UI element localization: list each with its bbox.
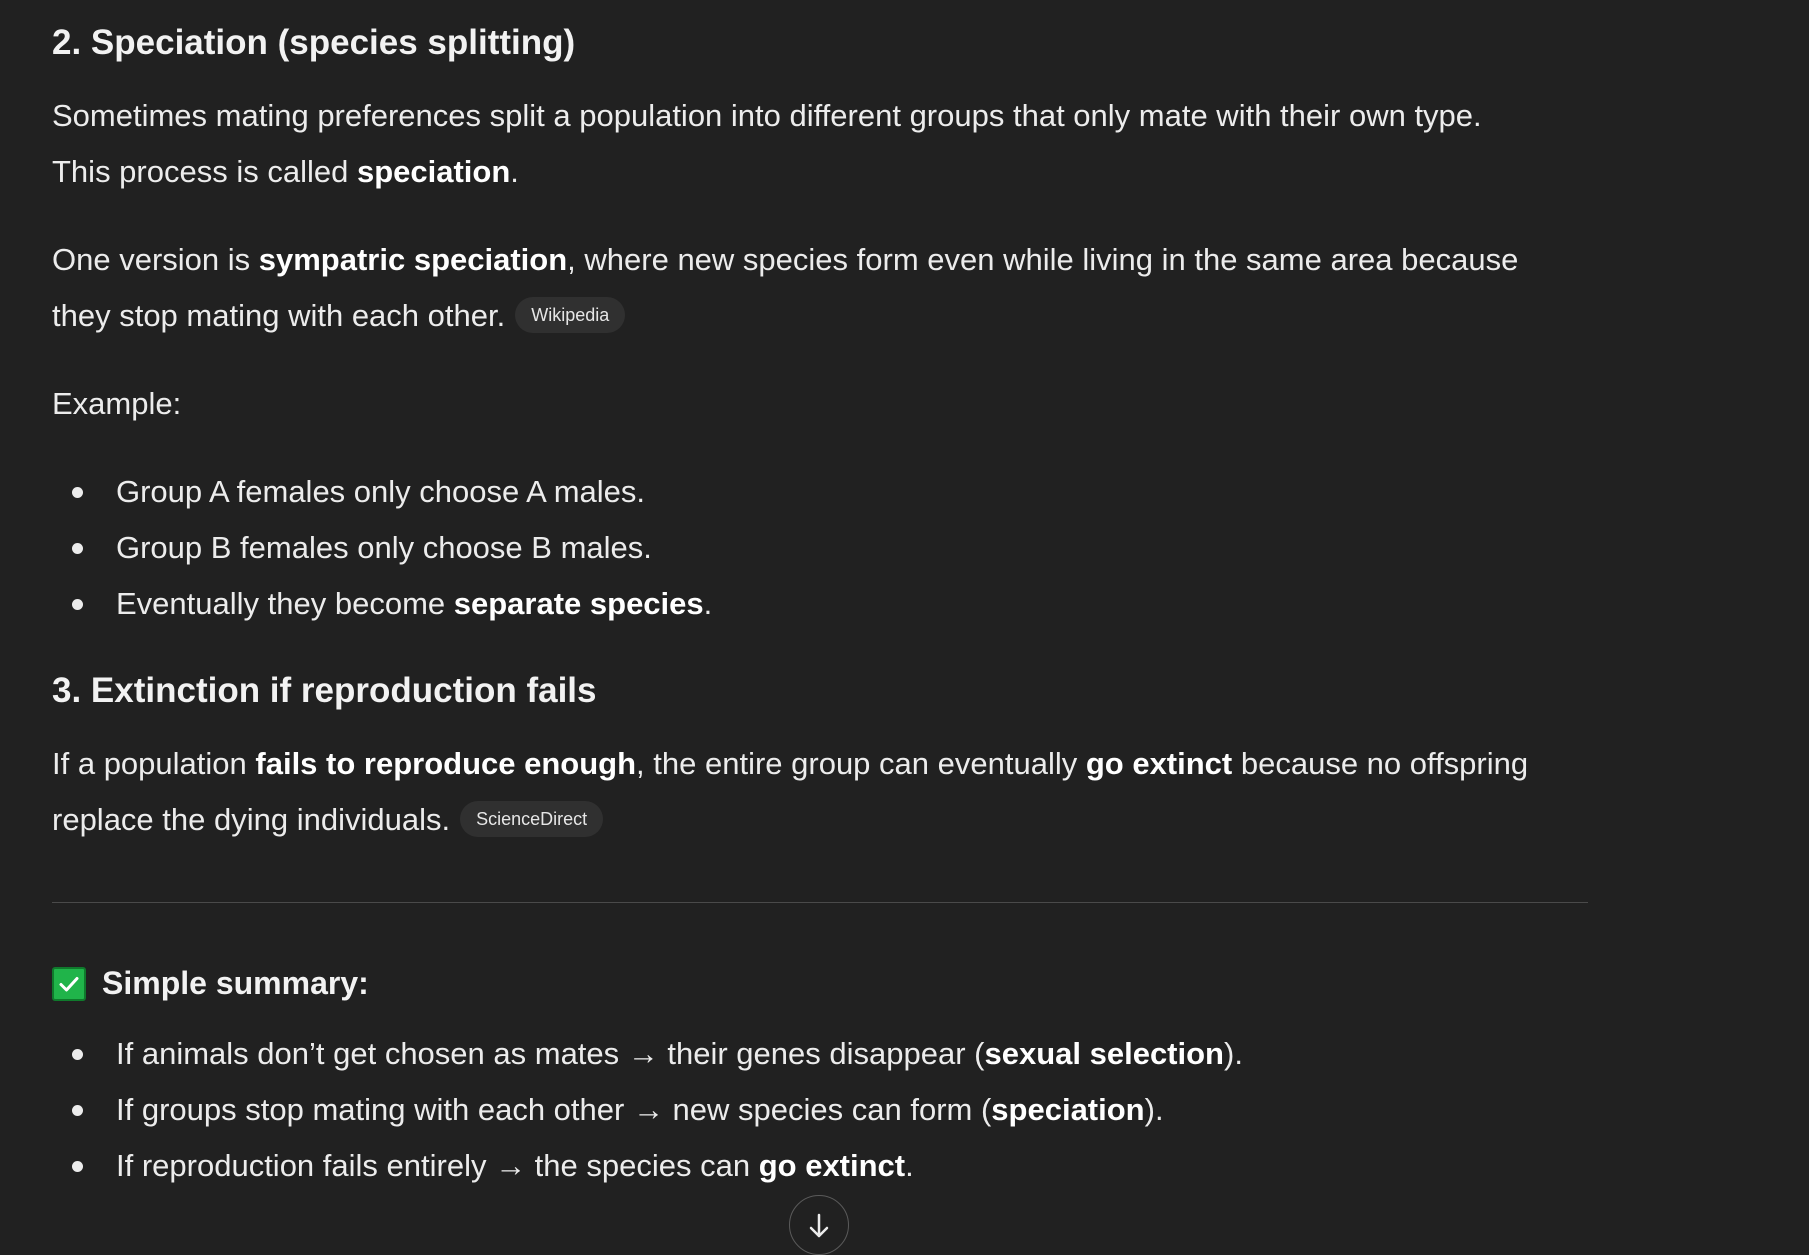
bold-text: sympatric speciation — [258, 242, 568, 277]
bold-text: sexual selection — [984, 1036, 1224, 1071]
text: If animals don’t get chosen as mates → their genes disappear ( — [116, 1036, 985, 1071]
example-label: Example: — [52, 386, 182, 421]
text: Group B females only choose B males. — [116, 530, 652, 565]
bold-text: separate species — [453, 586, 704, 621]
bold-text: go extinct — [758, 1148, 906, 1183]
text: If groups stop mating with each other → new species can form ( — [116, 1092, 992, 1127]
summary-title: Simple summary: — [102, 965, 369, 1001]
text: replace the dying individuals. — [52, 802, 451, 837]
bold-text: go extinct — [1085, 746, 1233, 781]
text: because no offspring — [1232, 746, 1529, 781]
bold-text: fails to reproduce enough — [255, 746, 637, 781]
text: Sometimes mating preferences split a population into different groups that only mate with their own type. — [52, 98, 1482, 133]
list-item — [52, 464, 1592, 520]
list-item — [52, 520, 1592, 576]
bold-text: speciation — [356, 154, 511, 189]
source-citation-pill[interactable]: ScienceDirect — [460, 801, 603, 837]
text: One version is — [52, 242, 259, 277]
text: This process is called — [52, 154, 357, 189]
summary-heading — [52, 965, 369, 1002]
scroll-to-bottom-button[interactable] — [789, 1195, 849, 1255]
bullet-icon — [72, 487, 83, 498]
bold-text: speciation — [991, 1092, 1145, 1127]
example-list — [52, 464, 1592, 632]
summary-list — [52, 1026, 1592, 1194]
list-item — [52, 1026, 1592, 1082]
text: they stop mating with each other. — [52, 298, 506, 333]
list-item — [52, 1082, 1592, 1138]
bullet-icon — [72, 599, 83, 610]
text: ). — [1224, 1036, 1243, 1071]
list-item — [52, 576, 1592, 632]
text: If a population — [52, 746, 256, 781]
paragraph-speciation-intro — [52, 88, 1592, 200]
text: , the entire group can eventually — [636, 746, 1086, 781]
divider — [52, 902, 1588, 903]
source-citation-pill[interactable]: Wikipedia — [515, 297, 625, 333]
section-heading-speciation: 2. Speciation (species splitting) — [52, 23, 576, 62]
paragraph-sympatric — [52, 232, 1592, 344]
section-heading-extinction: 3. Extinction if reproduction fails — [52, 671, 597, 710]
text: , where new species form even while living in the same area because — [567, 242, 1519, 277]
text: Eventually they become — [116, 586, 454, 621]
text: If reproduction fails entirely → the species can — [116, 1148, 759, 1183]
text: . — [703, 586, 713, 621]
list-item — [52, 1138, 1592, 1194]
text: Group A females only choose A males. — [116, 474, 646, 509]
text: ). — [1144, 1092, 1164, 1127]
arrow-down-icon — [805, 1212, 833, 1245]
bullet-icon — [72, 1049, 83, 1060]
text: . — [510, 154, 519, 189]
bullet-icon — [72, 543, 83, 554]
bullet-icon — [72, 1105, 83, 1116]
paragraph-extinction — [52, 736, 1612, 848]
text: . — [905, 1148, 914, 1183]
check-mark-button-icon — [52, 967, 86, 1001]
bullet-icon — [72, 1161, 83, 1172]
